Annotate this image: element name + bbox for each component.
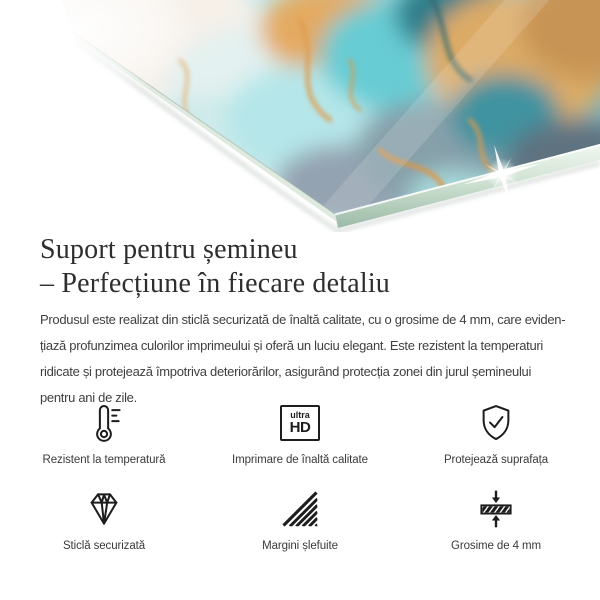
ultra-hd-badge-top: ultra: [290, 410, 310, 420]
feature-label: Protejează suprafața: [443, 454, 549, 466]
page-title: [40, 233, 390, 301]
feature-polished-edges: [202, 486, 398, 558]
product-image: [0, 0, 600, 232]
description-line: ridicate și protejează împotriva deteriorărilor, asigurând protecția zonei din jurul șemineului: [40, 364, 532, 379]
thickness-4mm-icon: [474, 486, 518, 532]
feature-thickness: [398, 486, 594, 558]
feature-label: Margini șlefuite: [262, 540, 338, 552]
feature-temperature: [6, 400, 202, 472]
description-line: pentru ani de zile.: [40, 390, 137, 405]
shield-check-icon: [474, 400, 518, 446]
feature-protects-surface: [398, 400, 594, 472]
page-title-line1: Suport pentru șemineu: [40, 234, 298, 265]
glass-panel-illustration: [0, 0, 600, 232]
description-line: Produsul este realizat din sticlă securizată de înaltă calitate, cu o grosime de 4 mm, care eviden-: [40, 312, 566, 327]
page-title-line2: – Perfecțiune în fiecare detaliu: [40, 268, 391, 299]
description-line: țiază profunzimea culorilor imprimeului și oferă un luciu elegant. Este rezistent la temperaturi: [40, 338, 544, 353]
feature-label: Rezistent la temperatură: [42, 454, 166, 466]
polished-edges-icon: [278, 486, 322, 532]
ultra-hd-icon: [280, 400, 320, 446]
feature-grid: [6, 400, 594, 558]
ultra-hd-badge-bottom: HD: [289, 419, 311, 436]
feature-label: Grosime de 4 mm: [451, 540, 541, 552]
product-description: [40, 307, 565, 411]
thermometer-icon: [82, 400, 126, 446]
feature-print-quality: [202, 400, 398, 472]
feature-label: Imprimare de înaltă calitate: [232, 454, 368, 466]
feature-label: Sticlă securizată: [62, 540, 146, 552]
feature-tempered-glass: [6, 486, 202, 558]
diamond-icon: [82, 486, 126, 532]
